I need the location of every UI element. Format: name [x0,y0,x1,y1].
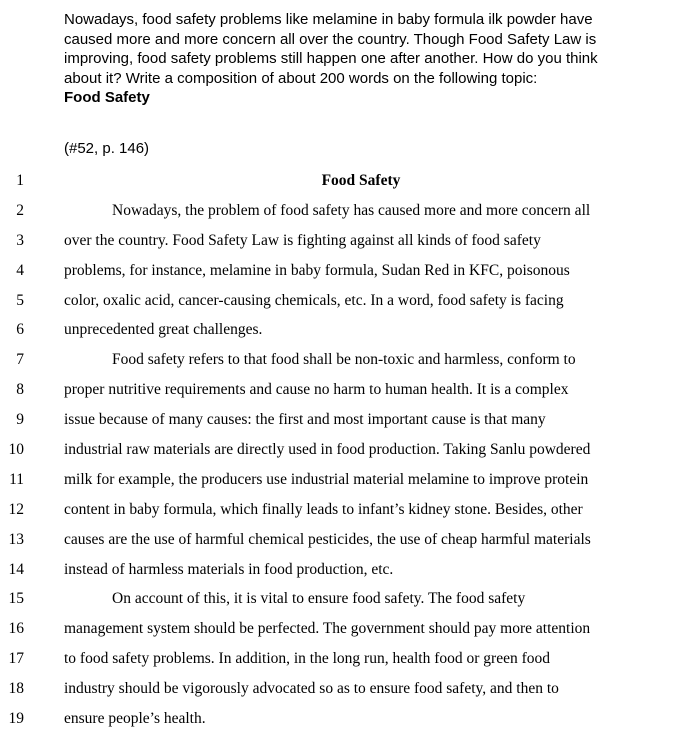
line-number: 4 [16,261,24,279]
essay-line [0,704,679,734]
essay-body [0,166,679,734]
source-reference: (#52, p. 146) [64,140,150,157]
line-number: 14 [8,560,24,578]
essay-line [0,525,679,555]
line-number: 10 [8,441,24,459]
essay-text: content in baby formula, which finally leads to infant’s kidney stone. Besides, other [64,500,583,518]
essay-line [0,435,679,465]
essay-line [0,196,679,226]
essay-line [0,375,679,405]
line-number: 12 [8,500,24,518]
line-number: 2 [16,201,24,219]
line-number: 3 [16,231,24,249]
line-number: 18 [8,680,24,698]
essay-line [0,226,679,256]
essay-line [0,614,679,644]
essay-line [0,345,679,375]
line-number: 15 [8,590,24,608]
essay-text: Food safety refers to that food shall be non-toxic and harmless, conform to [112,351,576,369]
line-number: 9 [16,411,24,429]
line-number: 17 [8,650,24,668]
essay-text: instead of harmless materials in food production, etc. [64,560,394,578]
essay-line [0,495,679,525]
line-number: 13 [8,530,24,548]
essay-line [0,555,679,585]
prompt-line: improving, food safety problems still happen one after another. How do you think [64,50,598,67]
essay-line [0,644,679,674]
line-number: 19 [8,710,24,728]
essay-line [0,286,679,316]
prompt-line: caused more and more concern all over the country. Though Food Safety Law is [64,30,597,48]
essay-text: milk for example, the producers use industrial material melamine to improve protein [64,470,589,488]
essay-line [0,405,679,435]
prompt-topic: Food Safety [64,89,150,106]
essay-text: Nowadays, the problem of food safety has caused more and more concern all [112,201,591,219]
essay-line [0,166,679,196]
essay-line [0,256,679,286]
essay-text: unprecedented great challenges. [64,321,263,339]
essay-text: proper nutritive requirements and cause no harm to human health. It is a complex [64,381,569,399]
essay-title: Food Safety [321,172,401,189]
essay-text: causes are the use of harmful chemical pesticides, the use of cheap harmful materials [64,530,591,548]
essay-line [0,584,679,614]
essay-text: problems, for instance, melamine in baby formula, Sudan Red in KFC, poisonous [64,261,570,279]
essay-text: On account of this, it is vital to ensure food safety. The food safety [112,590,526,608]
essay-text: color, oxalic acid, cancer-causing chemicals, etc. In a word, food safety is facing [64,291,564,309]
essay-text: over the country. Food Safety Law is fighting against all kinds of food safety [64,231,541,249]
essay-text: ensure people’s health. [64,710,206,728]
line-number: 16 [8,620,24,638]
essay-line [0,315,679,345]
line-number: 7 [16,351,24,369]
line-number: 8 [16,381,24,399]
prompt-line: Nowadays, food safety problems like melamine in baby formula ilk powder have [64,11,593,28]
line-number: 1 [16,172,24,189]
essay-text: issue because of many causes: the first and most important cause is that many [64,411,546,429]
prompt-block [64,10,664,108]
essay-text: management system should be perfected. The government should pay more attention [64,620,591,638]
essay-text: industrial raw materials are directly used in food production. Taking Sanlu powdered [64,441,591,459]
line-number: 5 [16,291,24,309]
prompt-line: about it? Write a composition of about 200 words on the following topic: [64,69,538,87]
essay-text: industry should be vigorously advocated so as to ensure food safety, and then to [64,680,559,698]
line-number: 6 [16,321,24,339]
essay-text: to food safety problems. In addition, in the long run, health food or green food [64,650,550,668]
essay-line [0,674,679,704]
essay-line [0,465,679,495]
line-number: 11 [9,470,24,488]
